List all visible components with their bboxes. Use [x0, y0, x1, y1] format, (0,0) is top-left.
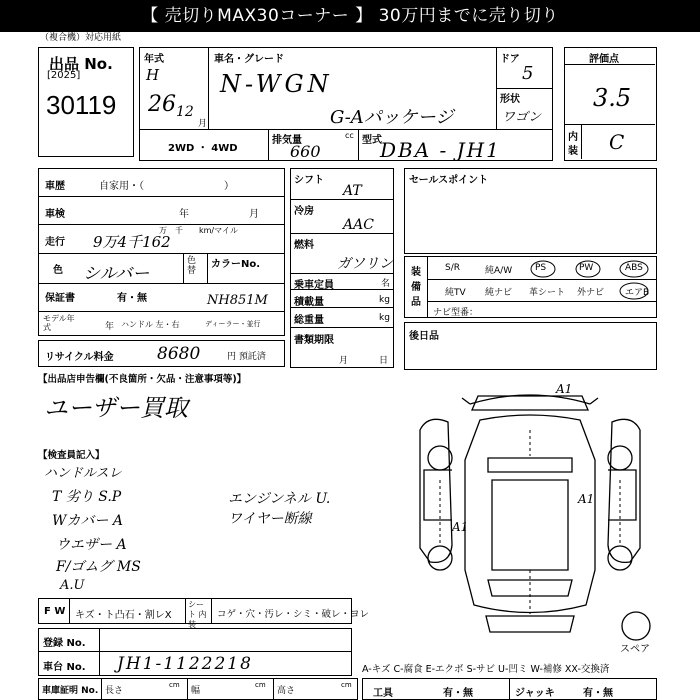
diagram-mark-3: A1 — [452, 520, 469, 534]
equip-aw: 純A/W — [485, 266, 513, 276]
declaration-label: 【出品店申告欄(不良箇所・欠品・注意事項等)】 — [38, 374, 247, 385]
score-value: 3.5 — [593, 84, 632, 112]
inspector-note-2: T 劣り S.P — [52, 489, 122, 505]
cert-label: 車庫証明 No. — [42, 686, 99, 696]
wid-label: 幅 — [191, 686, 201, 696]
door-label: ドア — [500, 54, 520, 65]
score-box — [564, 47, 657, 161]
lot-number: 30119 — [46, 90, 117, 120]
sheet-label: シート 内装 — [188, 600, 207, 629]
dealer-label: ディーラー・並行 — [205, 320, 261, 328]
equip-leather: 革シート — [529, 288, 566, 298]
recycle-unit: 円 預託済 — [227, 352, 266, 362]
inspection-label: 車検 — [45, 209, 65, 220]
model-value: DBA - JH1 — [380, 138, 501, 162]
inspection-year: 年 — [179, 209, 189, 220]
inspector-label: 【検査員記入】 — [38, 450, 105, 461]
model-year-year: 年 — [105, 322, 115, 332]
fw-text: キズ・ト凸石・割レX — [75, 610, 172, 621]
interior-label-2: 装 — [568, 146, 578, 157]
inspector-note-4: ウエザー A — [56, 537, 127, 553]
interior-value: C — [609, 130, 625, 154]
inspector-note-6: A.U — [60, 578, 85, 593]
history-label: 車歴 — [45, 181, 65, 192]
chassis-value: JH1-1122218 — [117, 654, 253, 674]
model-label: 型式 — [362, 135, 382, 146]
car-name: N-WGN — [220, 70, 333, 98]
tools-value: 有・無 — [443, 688, 473, 699]
color-value: シルバー — [83, 264, 150, 284]
year-value: 26 — [148, 92, 176, 117]
inspector-note-right-1: エンジンネル U. — [228, 491, 331, 507]
handle-label: ハンドル 左・右 — [121, 320, 180, 329]
declaration-value: ユーザー買取 — [44, 394, 188, 422]
year-era: H — [146, 66, 160, 84]
banner-title: 【 売切りMAX30コーナー 】 30万円までに売り切り — [0, 0, 700, 32]
fw-label: F W — [44, 606, 66, 617]
warranty-value: 有・無 — [117, 293, 147, 304]
capacity-label: 乗車定員 — [294, 280, 334, 291]
score-label: 評価点 — [589, 54, 619, 65]
ac-label: 冷房 — [294, 206, 314, 217]
interior-label-1: 内 — [568, 132, 578, 143]
jack-label: ジャッキ — [515, 688, 555, 699]
equipment-box — [404, 256, 657, 318]
color-no-value: NH851M — [207, 293, 268, 308]
post-label: 後日品 — [409, 331, 439, 342]
name-label: 車名・グレード — [214, 54, 284, 65]
deadline-month: 月 — [339, 356, 349, 366]
year-label: 年式 — [144, 54, 164, 65]
gross-label: 総重量 — [294, 315, 324, 326]
post-items-box — [404, 322, 657, 370]
color-label: 色 — [53, 265, 63, 276]
damage-legend: A-キズ C-腐食 E-エクボ S-サビ U-凹ミ W-補修 XX-交換済 — [362, 664, 610, 675]
mileage-label: 走行 — [45, 237, 65, 248]
recycle-box — [38, 340, 285, 367]
capacity-unit: 名 — [381, 279, 391, 289]
inspector-note-right-2: ワイヤー断線 — [228, 511, 312, 527]
shift-label: シフト — [294, 175, 324, 186]
load-unit: kg — [379, 295, 390, 305]
displacement-value: 660 — [290, 142, 321, 161]
shift-value: AT — [343, 183, 362, 199]
reg-box — [38, 628, 352, 676]
sales-point-label: セールスポイント — [409, 175, 489, 186]
fuel-value: ガソリン — [337, 256, 393, 272]
equip-tv: 純TV — [445, 288, 466, 298]
fw-row — [38, 598, 370, 629]
garage-cert-row — [38, 678, 358, 700]
equipment-label: 装備品 — [411, 267, 421, 308]
drive-label: 2WD ・ 4WD — [168, 143, 238, 154]
tools-label: 工具 — [373, 688, 393, 699]
car-diagram — [400, 370, 670, 670]
load-label: 積載量 — [294, 297, 324, 308]
history-value: 自家用・（ ） — [99, 181, 234, 192]
displacement-label: 排気量 — [272, 135, 302, 146]
top-note: （複合機）対応用紙 — [40, 33, 122, 43]
mileage-units: 万 千 km/マイル — [159, 226, 238, 235]
lot-year-tag: [2025] — [47, 70, 81, 81]
len-label: 長さ — [105, 686, 124, 696]
inspector-note-5: F/ゴムグ MS — [56, 559, 141, 575]
fuel-label: 燃料 — [294, 240, 314, 251]
jack-value: 有・無 — [583, 688, 613, 699]
inspection-month: 月 — [249, 209, 259, 220]
equip-ps: PS — [535, 263, 547, 273]
diagram-mark-2: A1 — [578, 492, 595, 506]
equip-navi: 純ナビ — [485, 288, 513, 298]
equip-airbag: エアB — [625, 288, 650, 298]
car-info-box — [139, 47, 553, 130]
equip-abs: ABS — [625, 263, 643, 273]
shape-label: 形状 — [500, 94, 520, 105]
displacement-unit: cc — [345, 131, 354, 140]
lot-label: 出品 No. — [49, 55, 113, 73]
hei-label: 高さ — [277, 686, 296, 696]
deadline-label: 書類期限 — [294, 335, 334, 346]
history-box — [38, 168, 285, 336]
engine-row — [139, 129, 553, 161]
lot-box — [38, 47, 134, 157]
equip-ext-navi: 外ナビ — [577, 288, 605, 298]
door-value: 5 — [522, 63, 534, 84]
reg-label: 登録 No. — [43, 638, 86, 649]
color-no-label: カラーNo. — [211, 259, 261, 270]
len-unit: cm — [169, 681, 180, 689]
chassis-label: 車台 No. — [43, 662, 86, 673]
shape-value: ワゴン — [502, 110, 542, 125]
wid-unit: cm — [255, 681, 266, 689]
ac-value: AAC — [343, 217, 374, 233]
month-unit: 月 — [198, 119, 208, 129]
mileage-value: 9万4千162 — [93, 233, 171, 251]
inspector-note-1: ハンドルスレ — [44, 466, 122, 481]
inspector-note-3: Wカバー A — [52, 513, 123, 529]
car-grade: G-Aパッケージ — [330, 107, 454, 128]
gross-unit: kg — [379, 313, 390, 323]
specs-box — [290, 168, 394, 368]
recycle-value: 8680 — [157, 344, 201, 364]
deadline-day: 日 — [379, 356, 389, 366]
hei-unit: cm — [341, 681, 352, 689]
model-year-label: モデル年式 — [43, 314, 75, 332]
sales-point-box — [404, 168, 657, 254]
tools-row — [362, 678, 657, 700]
sheet-text: コゲ・穴・汚レ・シミ・破レ・ヨレ — [217, 609, 370, 620]
month-value: 12 — [176, 104, 194, 120]
color-change-label: 色替 — [187, 256, 197, 276]
equip-pw: PW — [579, 263, 594, 273]
equip-sr: S/R — [445, 263, 460, 273]
recycle-label: リサイクル料金 — [45, 352, 114, 363]
diagram-mark-1: A1 — [556, 382, 573, 396]
equipment-circles — [405, 257, 658, 319]
navi-model-label: ナビ型番： — [433, 308, 479, 318]
spare-label: スペア — [620, 644, 650, 655]
warranty-label: 保証書 — [45, 293, 75, 304]
